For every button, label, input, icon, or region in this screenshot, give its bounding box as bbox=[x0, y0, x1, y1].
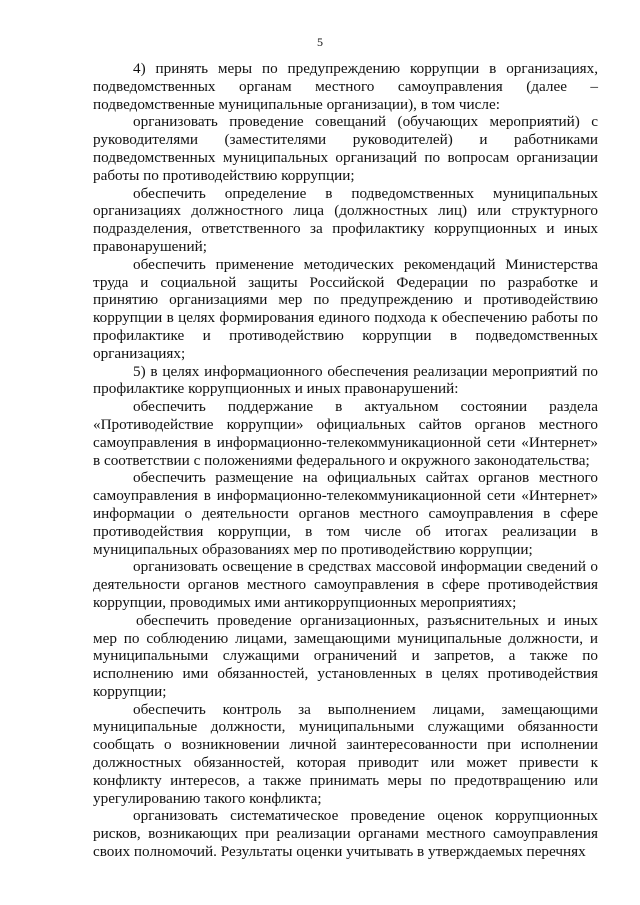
paragraph-website-section: обеспечить поддержание в актуальном состоянии раздела «Противодействие коррупции» официальных сайтов органов местного самоуправления в информационно-телекоммуникационной сети «Интернет» в соответствии с положениями федерального и окружного законодательства; bbox=[93, 398, 598, 469]
paragraph-meetings: организовать проведение совещаний (обучающих мероприятий) с руководителями (заместителями руководителей) и работниками подведомственных муниципальных организаций по вопросам организации работы по противодействию коррупции; bbox=[93, 113, 598, 184]
paragraph-mass-media: организовать освещение в средствах массовой информации сведений о деятельности органов местного самоуправления в сфере противодействия коррупции, проводимых ими антикоррупционных мероприятиях; bbox=[93, 558, 598, 611]
paragraph-explanatory-measures: обеспечить проведение организационных, разъяснительных и иных мер по соблюдению лицами, замещающими муниципальные должности, и муниципальными служащими ограничений и запретов, а также по исполнению ими обязанностей, установленных в целях противодействия коррупции; bbox=[93, 611, 598, 700]
document-body bbox=[93, 60, 598, 861]
page-number: 5 bbox=[317, 35, 323, 49]
paragraph-risk-assessment: организовать систематическое проведение оценок коррупционных рисков, возникающих при реализации органами местного самоуправления своих полномочий. Результаты оценки учитывать в утверждаемых перечнях bbox=[93, 807, 598, 861]
paragraph-item-4: 4) принять меры по предупреждению коррупции в организациях, подведомственных органам местного самоуправления (далее – подведомственные муниципальные организации), в том числе: bbox=[93, 60, 598, 113]
paragraph-conflict-of-interest: обеспечить контроль за выполнением лицами, замещающими муниципальные должности, муниципальными служащими обязанности сообщать о возникновении личной заинтересованности при исполнении должностных обязанностей, которая приводит или может привести к конфликту интересов, а также принимать меры по предотвращению или урегулированию такого конфликта; bbox=[93, 700, 598, 807]
paragraph-website-information: обеспечить размещение на официальных сайтах органов местного самоуправления в информационно-телекоммуникационной сети «Интернет» информации о деятельности органов местного самоуправления в сфере противодействия коррупции, в том числе об итогах реализации в муниципальных образованиях мер по противодействию коррупции; bbox=[93, 469, 598, 558]
paragraph-methodological-recommendations: обеспечить применение методических рекомендаций Министерства труда и социальной защиты Российской Федерации по разработке и принятию организациями мер по предупреждению и противодействию коррупции в целях формирования единого подхода к обеспечению работы по профилактике и противодействию коррупции в подведомственных организациях; bbox=[93, 255, 598, 362]
paragraph-responsible-official: обеспечить определение в подведомственных муниципальных организациях должностного лица (должностных лиц) или структурного подразделения, ответственного за профилактику коррупционных и иных правонарушений; bbox=[93, 184, 598, 255]
paragraph-item-5: 5) в целях информационного обеспечения реализации мероприятий по профилактике коррупционных и иных правонарушений: bbox=[93, 362, 598, 398]
